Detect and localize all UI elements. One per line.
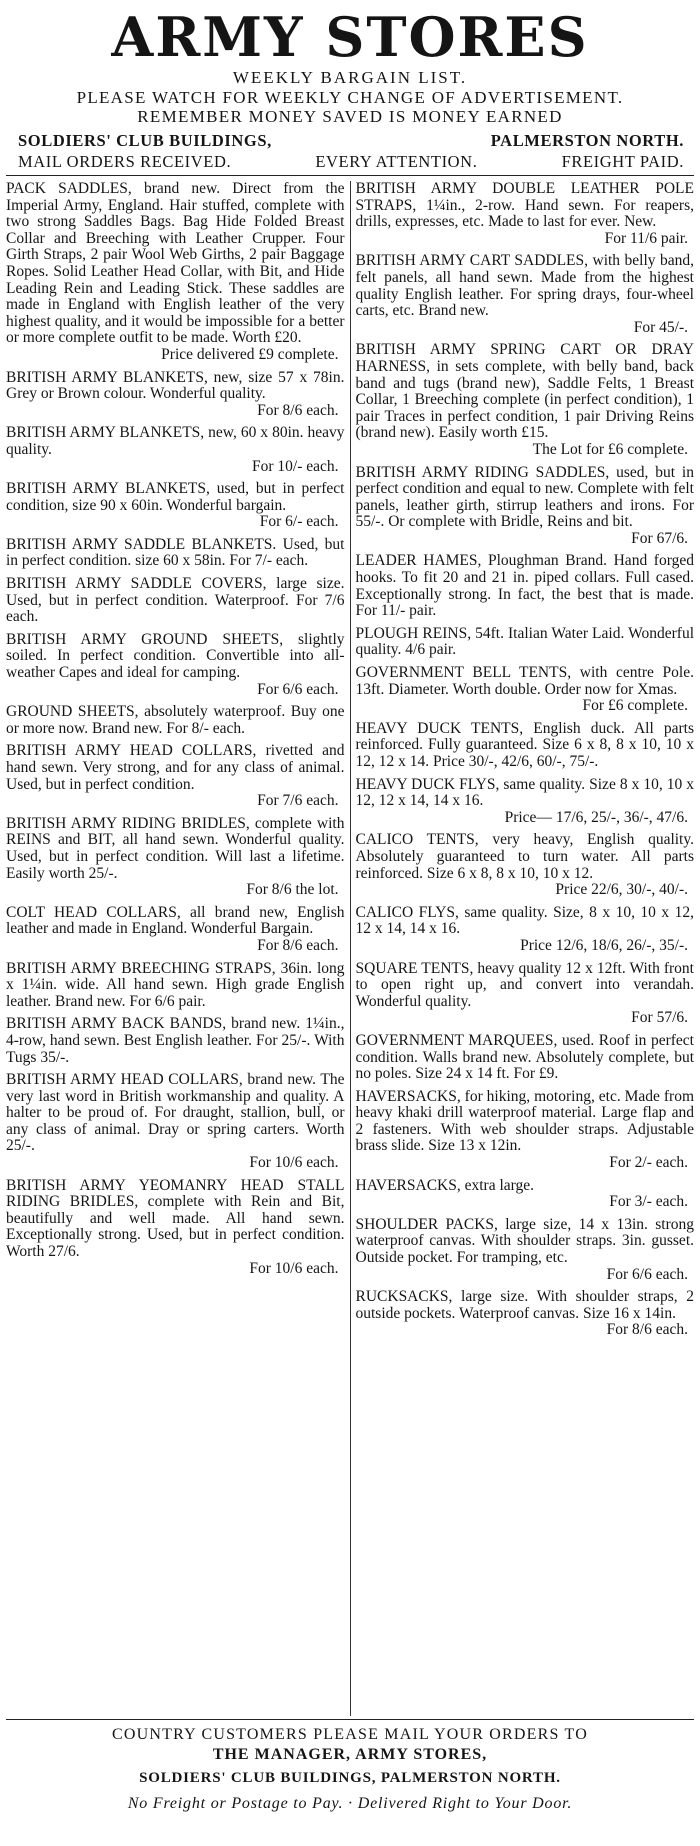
- right-column: [351, 181, 695, 1716]
- item-description: GROUND SHEETS, absolutely waterproof. Buy one or more now. Brand new. For 8/- each.: [6, 703, 345, 737]
- item-price: Price— 17/6, 25/-, 36/-, 47/6.: [504, 808, 688, 826]
- list-item: [356, 465, 695, 548]
- list-item: [356, 1033, 695, 1083]
- list-item: [6, 905, 345, 955]
- footer-line-2: THE MANAGER, ARMY STORES,: [212, 1746, 488, 1763]
- list-item: [6, 816, 345, 899]
- item-price: For £6 complete.: [582, 697, 688, 715]
- address-right: PALMERSTON NORTH.: [490, 131, 684, 150]
- item-price: For 7/6 each.: [257, 792, 339, 810]
- list-item: [356, 1217, 695, 1283]
- freight-text: FREIGHT PAID.: [561, 152, 684, 171]
- item-description: BRITISH ARMY BACK BANDS, brand new. 1¼in., 4-row, hand sewn. Best English leather. For 25/-. With Tugs 35/-.: [6, 1015, 345, 1066]
- item-price: For 10/- each.: [251, 457, 339, 475]
- list-item: [356, 253, 695, 336]
- item-description: BRITISH ARMY BLANKETS, new, size 57 x 78in. Grey or Brown colour. Wonderful quality.: [6, 368, 345, 403]
- item-description: RUCKSACKS, large size. With shoulder straps, 2 outside pockets. Waterproof canvas. Size 16 x 14in.: [355, 1288, 694, 1322]
- header-rule: [6, 175, 694, 176]
- item-price: For 67/6.: [631, 529, 688, 547]
- list-item: [6, 961, 345, 1011]
- item-description: BRITISH ARMY HEAD COLLARS, rivetted and hand sewn. Very strong, and for any class of animal. Used, but in perfect condition.: [6, 742, 345, 793]
- item-description: BRITISH ARMY YEOMANRY HEAD STALL RIDING BRIDLES, complete with Rein and Bit, beautifully and well made. All hand sewn. Exceptionally strong. Used, but in perfect condition. Worth 27/6.: [6, 1176, 345, 1261]
- list-item: [356, 626, 695, 659]
- item-description: BRITISH ARMY SADDLE BLANKETS. Used, but in perfect condition. size 60 x 58in. For 7/- each.: [6, 535, 345, 570]
- list-item: [356, 181, 695, 247]
- item-description: BRITISH ARMY BREECHING STRAPS, 36in. long x 1¼in. wide. All hand sewn. High grade English leather. Brand new. For 6/6 pair.: [6, 959, 345, 1010]
- list-item: [6, 1072, 345, 1172]
- item-price: The Lot for £6 complete.: [532, 440, 688, 458]
- item-description: HEAVY DUCK TENTS, English duck. All parts reinforced. Fully guaranteed. Size 6 x 8, 8 x 10, 10 x 12, 12 x 14. Price 30/-, 42/6, 60/-, 75/-.: [355, 719, 694, 770]
- list-item: [356, 1178, 695, 1211]
- item-price: For 3/- each.: [609, 1193, 688, 1211]
- item-price: For 8/6 each.: [257, 401, 339, 419]
- item-description: BRITISH ARMY SADDLE COVERS, large size. Used, but in perfect condition. Waterproof. For 7/6 each.: [6, 575, 345, 626]
- list-item: [6, 704, 345, 737]
- footer-rule: [6, 1719, 694, 1720]
- item-price: For 6/6 each.: [257, 680, 339, 698]
- item-description: PACK SADDLES, brand new. Direct from the Imperial Army, England. Hair stuffed, complete with two strong Saddles Bags. Bag Hide Folded Breast Collar and Breeching with Leather Crupper. Four Girth Straps, 2 pair Wool Web Girths, 2 pair Baggage Ropes. Solid Leather Head Collar, with Bit, and Hide Leading Rein and Leading Stick. These saddles are made in England with English leather of the very highest quality, and it would be impossible for a better or more complete outfit to be made. Worth £20.: [6, 181, 345, 347]
- item-description: BRITISH ARMY GROUND SHEETS, slightly soiled. In perfect condition. Convertible into all-weather Capes and ideal for camping.: [6, 630, 345, 682]
- item-description: SHOULDER PACKS, large size, 14 x 13in. strong waterproof canvas. With shoulder straps. 3in. gusset. Outside pocket. For tramping, etc.: [355, 1215, 694, 1267]
- list-item: [356, 961, 695, 1027]
- item-price: For 6/6 each.: [606, 1265, 688, 1283]
- item-price: Price delivered £9 complete.: [161, 345, 339, 363]
- address-left: SOLDIERS' CLUB BUILDINGS,: [18, 131, 272, 150]
- attention-text: EVERY ATTENTION.: [315, 152, 478, 171]
- item-description: BRITISH ARMY SPRING CART OR DRAY HARNESS, in sets complete, with belly band, back band and tugs (brand new), Saddle Felts, 1 Breast Collar, 1 Breeching complete (in perfect condition), 1 pair Traces in perfect condition, 1 pair Driving Reins (brand new). Easily worth £15.: [355, 341, 694, 442]
- item-description: BRITISH ARMY DOUBLE LEATHER POLE STRAPS, 1¼in., 2-row. Hand sewn. For reapers, drills, expresses, etc. Made to last for ever. New.: [355, 181, 694, 231]
- notice-line-1: PLEASE WATCH FOR WEEKLY CHANGE OF ADVERTISEMENT.: [76, 88, 624, 107]
- item-price: For 10/6 each.: [249, 1154, 339, 1172]
- item-price: Price 22/6, 30/-, 40/-.: [555, 881, 688, 899]
- list-item: [356, 905, 695, 955]
- item-price: For 2/- each.: [609, 1154, 688, 1172]
- list-item: [356, 721, 695, 771]
- notice-line-2: REMEMBER MONEY SAVED IS MONEY EARNED: [137, 107, 563, 126]
- subtitle: WEEKLY BARGAIN LIST.: [232, 68, 468, 87]
- list-item: [6, 425, 345, 475]
- item-description: GOVERNMENT MARQUEES, used. Roof in perfect condition. Walls brand new. Absolutely complete, but no poles. Size 24 x 14 ft. For £9.: [355, 1031, 694, 1083]
- list-item: [6, 743, 345, 809]
- item-description: BRITISH ARMY BLANKETS, used, but in perfect condition, size 90 x 60in. Wonderful bargain.: [6, 480, 345, 514]
- item-description: BRITISH ARMY BLANKETS, new, 60 x 80in. heavy quality.: [6, 424, 345, 458]
- item-description: BRITISH ARMY RIDING BRIDLES, complete with REINS and BIT, all hand sewn. Wonderful quality. Used, but in perfect condition. Will last a lifetime. Easily worth 25/-.: [6, 814, 345, 882]
- item-description: CALICO TENTS, very heavy, English quality. Absolutely guaranteed to turn water. All parts reinforced. Size 6 x 8, 8 x 10, 10 x 12.: [355, 831, 694, 882]
- item-price: Price 12/6, 18/6, 26/-, 35/-.: [520, 936, 688, 954]
- list-item: [6, 576, 345, 626]
- listing-columns: [6, 181, 694, 1716]
- list-item: [356, 832, 695, 898]
- item-description: COLT HEAD COLLARS, all brand new, English leather and made in England. Wonderful Bargain.: [6, 903, 345, 938]
- footer: [6, 1725, 694, 1815]
- item-description: BRITISH ARMY CART SADDLES, with belly band, felt panels, all hand sewn. Made from the highest quality English leather. For spring drays, four-wheel carts, etc. Brand new.: [355, 252, 694, 320]
- list-item: [6, 537, 345, 570]
- item-description: GOVERNMENT BELL TENTS, with centre Pole. 13ft. Diameter. Worth double. Order now for Xmas.: [355, 664, 694, 698]
- item-price: For 8/6 each.: [257, 936, 339, 954]
- mail-order-row: [6, 151, 694, 172]
- item-description: BRITISH ARMY HEAD COLLARS, brand new. The very last word in British workmanship and quality. A halter to be proud of. For draught, stallion, bull, or any class of animal. Dray or spring carters. Worth 25/-.: [6, 1071, 345, 1155]
- masthead: [6, 6, 694, 126]
- item-price: For 10/6 each.: [249, 1259, 339, 1277]
- item-price: For 45/-.: [633, 318, 688, 336]
- list-item: [356, 1289, 695, 1339]
- page-title: ARMY STORES: [111, 5, 589, 69]
- footer-line-3: SOLDIERS' CLUB BUILDINGS, PALMERSTON NORTH.: [139, 1770, 561, 1786]
- list-item: [356, 342, 695, 458]
- item-description: PLOUGH REINS, 54ft. Italian Water Laid. Wonderful quality. 4/6 pair.: [355, 624, 694, 659]
- item-description: HEAVY DUCK FLYS, same quality. Size 8 x 10, 10 x 12, 12 x 14, 14 x 16.: [355, 775, 694, 810]
- list-item: [356, 665, 695, 715]
- list-item: [6, 632, 345, 698]
- item-description: BRITISH ARMY RIDING SADDLES, used, but in perfect condition and equal to new. Complete with felt panels, leather girth, stirrup leathers and irons. For 55/-. Or complete with Bridle, Reins and bit.: [355, 463, 694, 531]
- item-description: SQUARE TENTS, heavy quality 12 x 12ft. With front to open right up, and convert into verandah. Wonderful quality.: [355, 959, 694, 1010]
- list-item: [6, 370, 345, 420]
- item-price: For 6/- each.: [259, 513, 339, 531]
- item-description: HAVERSACKS, for hiking, motoring, etc. Made from heavy khaki drill waterproof material. Large flap and 2 fasteners. With web shoulder straps. Adjustable brass slide. Size 13 x 12in.: [355, 1087, 694, 1155]
- footer-line-1: COUNTRY CUSTOMERS PLEASE MAIL YOUR ORDERS TO: [112, 1726, 588, 1743]
- list-item: [6, 1016, 345, 1066]
- item-description: HAVERSACKS, extra large.: [355, 1176, 535, 1194]
- list-item: [356, 553, 695, 619]
- footer-line-4: No Freight or Postage to Pay. · Delivered Right to Your Door.: [127, 1795, 573, 1812]
- item-price: For 11/6 pair.: [604, 229, 688, 247]
- mail-orders-text: MAIL ORDERS RECEIVED.: [18, 152, 232, 171]
- item-price: For 8/6 each.: [606, 1321, 688, 1339]
- list-item: [6, 1178, 345, 1278]
- item-description: CALICO FLYS, same quality. Size, 8 x 10, 10 x 12, 12 x 14, 14 x 16.: [355, 903, 694, 938]
- list-item: [6, 181, 345, 364]
- address-row: [6, 130, 694, 151]
- list-item: [356, 1089, 695, 1172]
- item-description: LEADER HAMES, Ploughman Brand. Hand forged hooks. To fit 20 and 21 in. piped collars. Full cased. Exceptionally strong. In fact, the best that is made. For 11/- pair.: [355, 552, 694, 620]
- left-column: [6, 181, 350, 1716]
- item-price: For 8/6 the lot.: [246, 881, 339, 899]
- list-item: [6, 481, 345, 531]
- list-item: [356, 777, 695, 827]
- item-price: For 57/6.: [631, 1009, 688, 1027]
